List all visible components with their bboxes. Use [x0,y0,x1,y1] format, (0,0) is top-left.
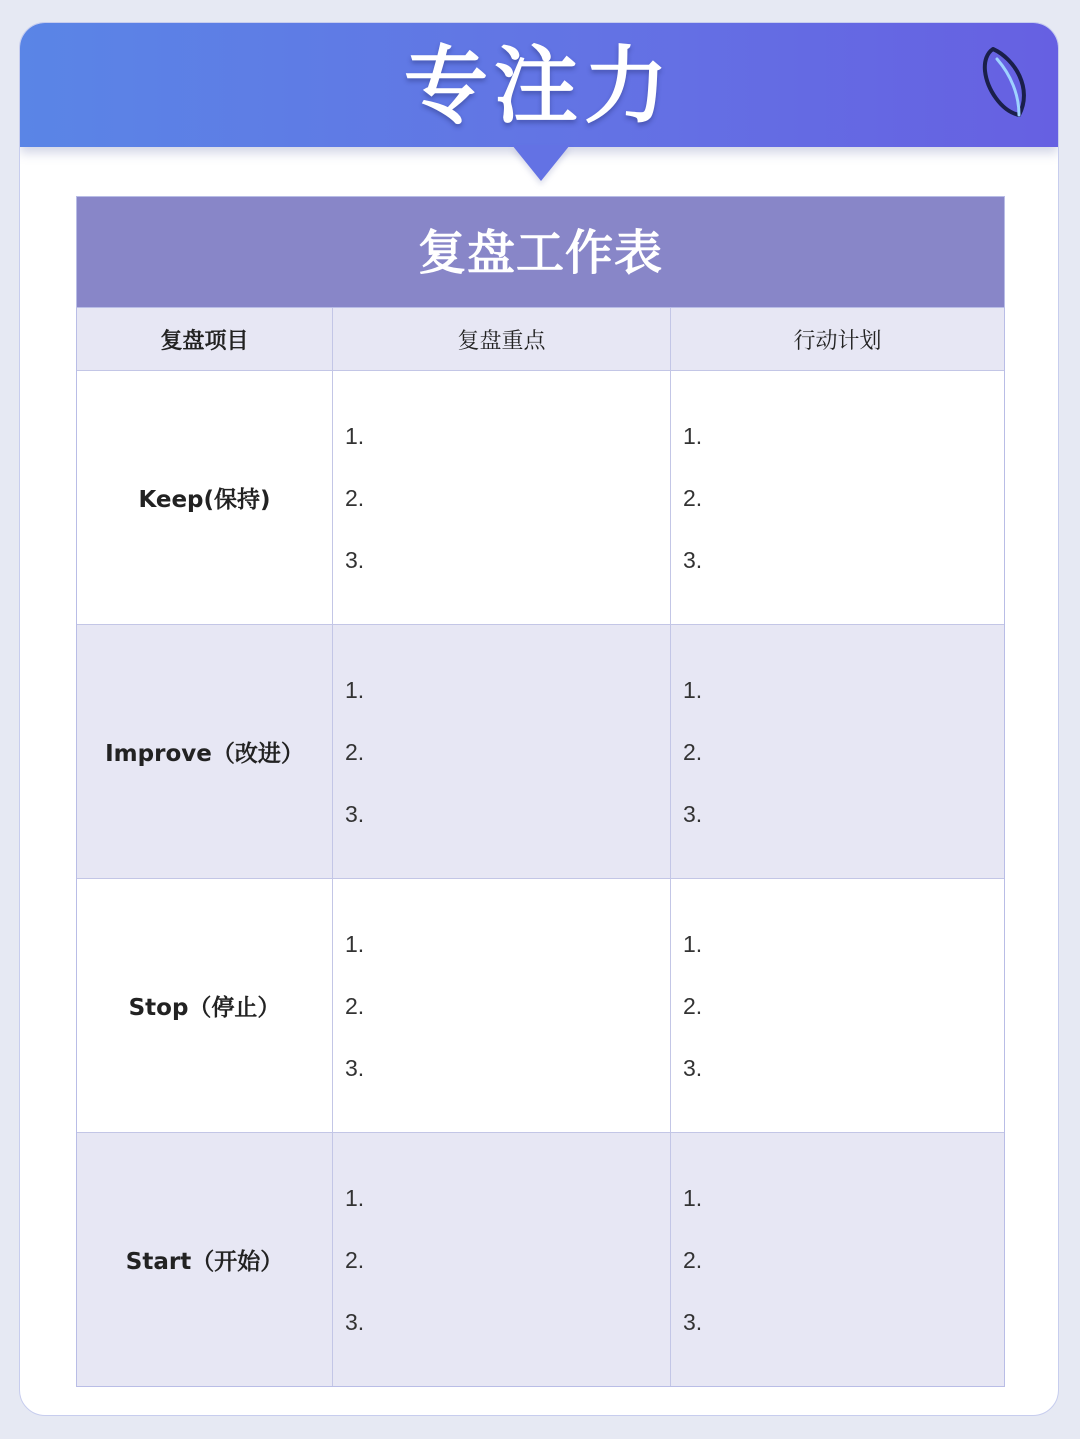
focus-line: 1. [345,422,365,449]
banner-pointer [512,145,570,181]
focus-cell[interactable] [333,625,671,878]
focus-line: 3. [345,800,365,827]
plan-line: 2. [683,484,703,511]
focus-line: 2. [345,1246,365,1273]
row-item-label: Start（开始） [77,1133,333,1386]
table-row-start [77,1132,1004,1386]
focus-line: 3. [345,1054,365,1081]
plan-line: 3. [683,546,703,573]
focus-cell[interactable] [333,371,671,624]
plan-cell[interactable] [671,879,1004,1132]
plan-line: 1. [683,422,703,449]
plan-cell[interactable] [671,1133,1004,1386]
focus-cell[interactable] [333,879,671,1132]
plan-cell[interactable] [671,625,1004,878]
header-action-plan: 行动计划 [793,328,882,354]
plan-line: 1. [683,676,703,703]
plan-line: 3. [683,800,703,827]
plan-line: 1. [683,1184,703,1211]
table-row-keep [77,370,1004,624]
row-item-label: Improve（改进） [77,625,333,878]
plan-line: 1. [683,930,703,957]
focus-line: 2. [345,738,365,765]
focus-line: 2. [345,484,365,511]
plan-cell[interactable] [671,371,1004,624]
table-row-improve [77,624,1004,878]
banner-title: 专注力 [403,37,674,135]
top-banner [20,23,1058,147]
focus-line: 1. [345,930,365,957]
leaf-icon [975,41,1031,123]
plan-line: 2. [683,1246,703,1273]
plan-line: 2. [683,738,703,765]
review-table [76,196,1005,1387]
table-row-stop [77,878,1004,1132]
worksheet-card [19,22,1059,1416]
row-item-label: Keep(保持) [77,371,333,624]
header-review-item: 复盘项目 [77,308,333,370]
focus-line: 1. [345,1184,365,1211]
table-header-row [77,307,1004,370]
focus-cell[interactable] [333,1133,671,1386]
plan-line: 3. [683,1054,703,1081]
header-review-focus: 复盘重点 [333,308,671,370]
plan-line: 3. [683,1308,703,1335]
focus-line: 1. [345,676,365,703]
plan-line: 2. [683,992,703,1019]
table-title: 复盘工作表 [77,197,1004,307]
row-item-label: Stop（停止） [77,879,333,1132]
focus-line: 3. [345,546,365,573]
focus-line: 2. [345,992,365,1019]
focus-line: 3. [345,1308,365,1335]
